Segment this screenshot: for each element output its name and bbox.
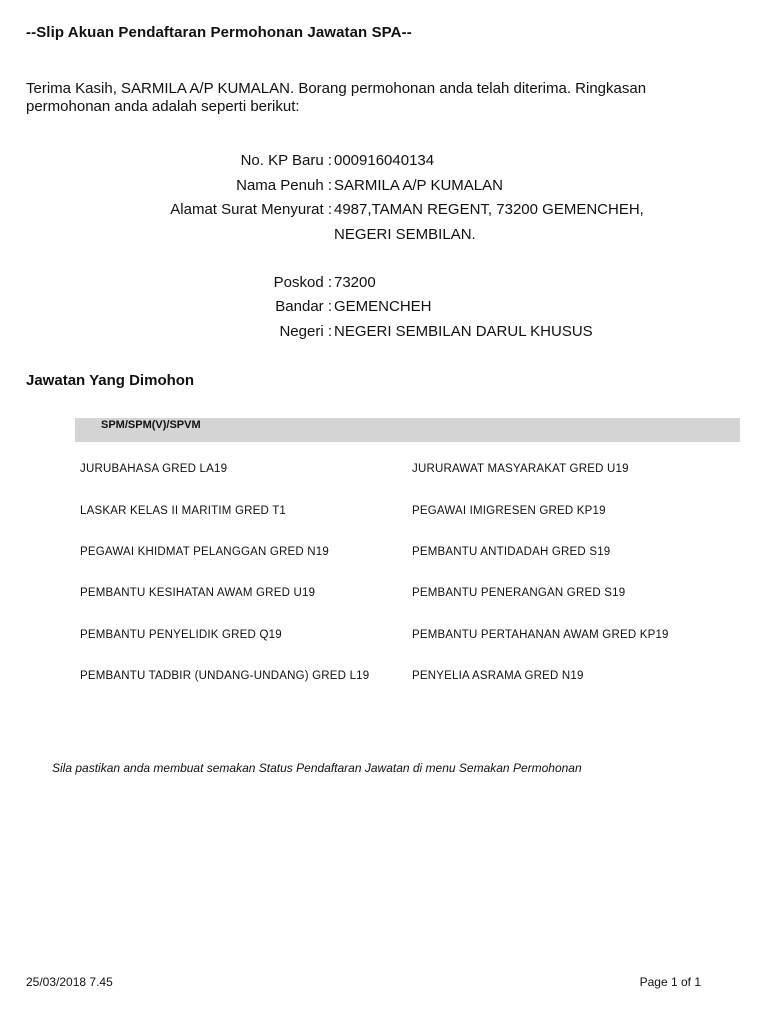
position-item: PEGAWAI KHIDMAT PELANGGAN GRED N19 (80, 546, 329, 558)
address-row-2 (0, 223, 700, 247)
position-item: PEMBANTU KESIHATAN AWAM GRED U19 (80, 587, 316, 599)
intro-text: Terima Kasih, SARMILA A/P KUMALAN. Borang permohonan anda telah diterima. Ringkasan permohonan anda adalah seperti berikut: (26, 80, 647, 115)
address-label: Alamat Surat Menyurat : (170, 201, 332, 218)
qualification-header (75, 418, 740, 442)
address-line1: 4987,TAMAN REGENT, 73200 GEMENCHEH, (334, 201, 644, 218)
postcode-row (0, 271, 700, 295)
state-label: Negeri : (279, 323, 332, 340)
city-row (0, 295, 700, 319)
position-item: JURUBAHASA GRED LA19 (80, 463, 228, 475)
position-item: PEMBANTU PERTAHANAN AWAM GRED KP19 (412, 629, 669, 641)
position-item: PEMBANTU TADBIR (UNDANG-UNDANG) GRED L19 (80, 670, 370, 682)
footer-page-number: Page 1 of 1 (639, 975, 701, 989)
city-label: Bandar : (275, 298, 332, 315)
position-item: PEGAWAI IMIGRESEN GRED KP19 (412, 505, 606, 517)
qualification-label: SPM/SPM(V)/SPVM (101, 419, 201, 431)
position-item: PENYELIA ASRAMA GRED N19 (412, 670, 584, 682)
position-item: PEMBANTU PENYELIDIK GRED Q19 (80, 629, 282, 641)
name-value: SARMILA A/P KUMALAN (334, 177, 503, 194)
applicant-details (0, 149, 768, 349)
ic-row (0, 149, 700, 173)
position-item: PEMBANTU ANTIDADAH GRED S19 (412, 546, 611, 558)
position-item: LASKAR KELAS II MARITIM GRED T1 (80, 505, 287, 517)
document-title: --Slip Akuan Pendaftaran Permohonan Jawatan SPA-- (26, 24, 412, 41)
ic-label: No. KP Baru : (240, 152, 332, 169)
postcode-label: Poskod : (273, 274, 332, 291)
position-item: PEMBANTU PENERANGAN GRED S19 (412, 587, 626, 599)
postcode-value: 73200 (334, 274, 376, 291)
address-line2: NEGERI SEMBILAN. (334, 226, 476, 243)
address-row (0, 198, 700, 222)
reminder-note: Sila pastikan anda membuat semakan Status Pendaftaran Jawatan di menu Semakan Permohonan (52, 761, 582, 775)
positions-section-title: Jawatan Yang Dimohon (26, 372, 195, 389)
name-row (0, 174, 700, 198)
state-value: NEGERI SEMBILAN DARUL KHUSUS (334, 323, 593, 340)
name-label: Nama Penuh : (236, 177, 332, 194)
ic-value: 000916040134 (334, 152, 435, 169)
position-item: JURURAWAT MASYARAKAT GRED U19 (412, 463, 629, 475)
state-row (0, 320, 700, 344)
city-value: GEMENCHEH (334, 298, 432, 315)
footer-datetime: 25/03/2018 7.45 (26, 975, 113, 989)
